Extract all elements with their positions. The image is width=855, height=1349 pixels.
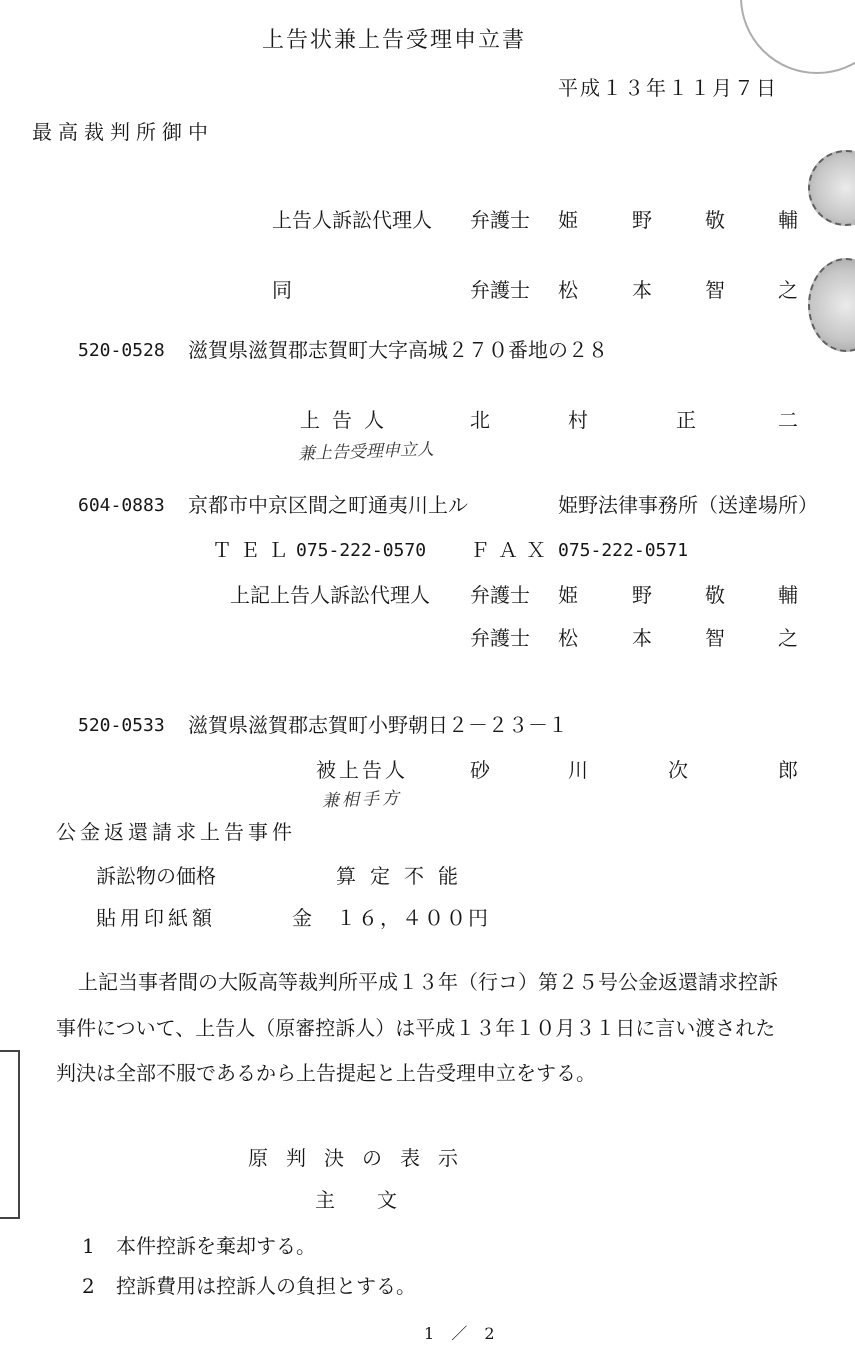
rep-name-1-char-2: 野 [632, 208, 652, 232]
office-firm: 姫野法律事務所（送達場所） [558, 493, 818, 517]
office-lawyer-2-char-1: 松 [558, 626, 578, 650]
value: 算定不能 [336, 864, 472, 888]
appellant-postal: 520-0528 [78, 340, 165, 361]
appellant-address: 滋賀県滋賀郡志賀町大字高城２７０番地の２８ [188, 338, 608, 362]
rep-role-1: 上告人訴訟代理人 [272, 208, 432, 232]
fax-label: ＦＡＸ [470, 538, 554, 562]
fax-number: 075-222-0571 [558, 540, 689, 561]
page-number: 1 ／ 2 [424, 1324, 501, 1343]
stamp-value: 金 １６，４００円 [292, 906, 490, 930]
appellant-annotation: 兼上告受理申立人 [297, 439, 435, 465]
office-lawyer-2-char-2: 本 [632, 626, 652, 650]
rep-name-1-char-4: 輔 [778, 208, 798, 232]
rep-name-2-char-2: 本 [632, 278, 652, 302]
body-line-3: 判決は全部不服であるから上告提起と上告受理申立をする。 [56, 1061, 596, 1085]
section-title: 原判決の表示 [248, 1146, 476, 1170]
rep-title-2: 弁護士 [470, 278, 530, 302]
rep-name-2-char-3: 智 [705, 278, 725, 302]
item-text-2: 控訴費用は控訴人の負担とする。 [116, 1274, 416, 1298]
office-postal: 604-0883 [78, 495, 165, 516]
rep-name-2-char-4: 之 [778, 278, 798, 302]
rep-role-2: 同 [272, 278, 292, 302]
seal-stamp-2 [808, 258, 855, 352]
document-title: 上告状兼上告受理申立書 [262, 28, 527, 53]
appellant-name-char-4: 二 [778, 408, 798, 432]
rep-name-1-char-3: 敬 [705, 208, 725, 232]
appellant-name-char-2: 村 [568, 408, 588, 432]
office-lawyer-1-char-4: 輔 [778, 583, 798, 607]
respondent-name-char-1: 砂 [470, 758, 490, 782]
appellant-name-char-1: 北 [470, 408, 490, 432]
rep-title-1: 弁護士 [470, 208, 530, 232]
respondent-postal: 520-0533 [78, 715, 165, 736]
body-line-2: 事件について、上告人（原審控訴人）は平成１３年１０月３１日に言い渡された [56, 1016, 776, 1040]
appellant-label: 上告人 [300, 408, 396, 432]
tel-number: 075-222-0570 [296, 540, 427, 561]
respondent-label: 被上告人 [316, 758, 408, 782]
office-lawyer-1-char-3: 敬 [705, 583, 725, 607]
seal-stamp-1 [808, 150, 855, 226]
item-text-1: 本件控訴を棄却する。 [116, 1234, 316, 1258]
tel-label: ＴＥＬ [212, 538, 296, 562]
item-number-2: 2 [82, 1274, 95, 1298]
body-line-1: 上記当事者間の大阪高等裁判所平成１３年（行コ）第２５号公金返還請求控訴 [78, 970, 778, 994]
subsection-title: 主文 [315, 1188, 439, 1212]
office-lawyer-1-char-2: 野 [632, 583, 652, 607]
stamp-label: 貼用印紙額 [96, 906, 216, 930]
rep-name-2-char-1: 松 [558, 278, 578, 302]
office-lawyer-2-char-3: 智 [705, 626, 725, 650]
office-lawyer-2-char-4: 之 [778, 626, 798, 650]
respondent-name-char-2: 川 [568, 758, 588, 782]
rep-name-1-char-1: 姫 [558, 208, 578, 232]
postmark-stamp [740, 0, 855, 74]
respondent-annotation: 兼相手方 [321, 788, 403, 812]
value-label: 訴訟物の価格 [96, 864, 216, 888]
addressee: 最高裁判所御中 [32, 120, 214, 144]
appellant-name-char-3: 正 [676, 408, 696, 432]
office-role: 上記上告人訴訟代理人 [230, 583, 430, 607]
office-lawyer-1-char-1: 姫 [558, 583, 578, 607]
respondent-name-char-3: 次 [668, 758, 688, 782]
office-lawyer-title-2: 弁護士 [470, 626, 530, 650]
office-lawyer-title-1: 弁護士 [470, 583, 530, 607]
case-name: 公金返還請求上告事件 [56, 820, 296, 844]
margin-mark [0, 1050, 20, 1219]
respondent-name-char-4: 郎 [778, 758, 798, 782]
item-number-1: 1 [82, 1234, 95, 1258]
document-date: 平成１３年１１月７日 [558, 76, 778, 100]
office-address: 京都市中京区間之町通夷川上ル [188, 493, 468, 517]
respondent-address: 滋賀県滋賀郡志賀町小野朝日２－２３－１ [188, 713, 568, 737]
